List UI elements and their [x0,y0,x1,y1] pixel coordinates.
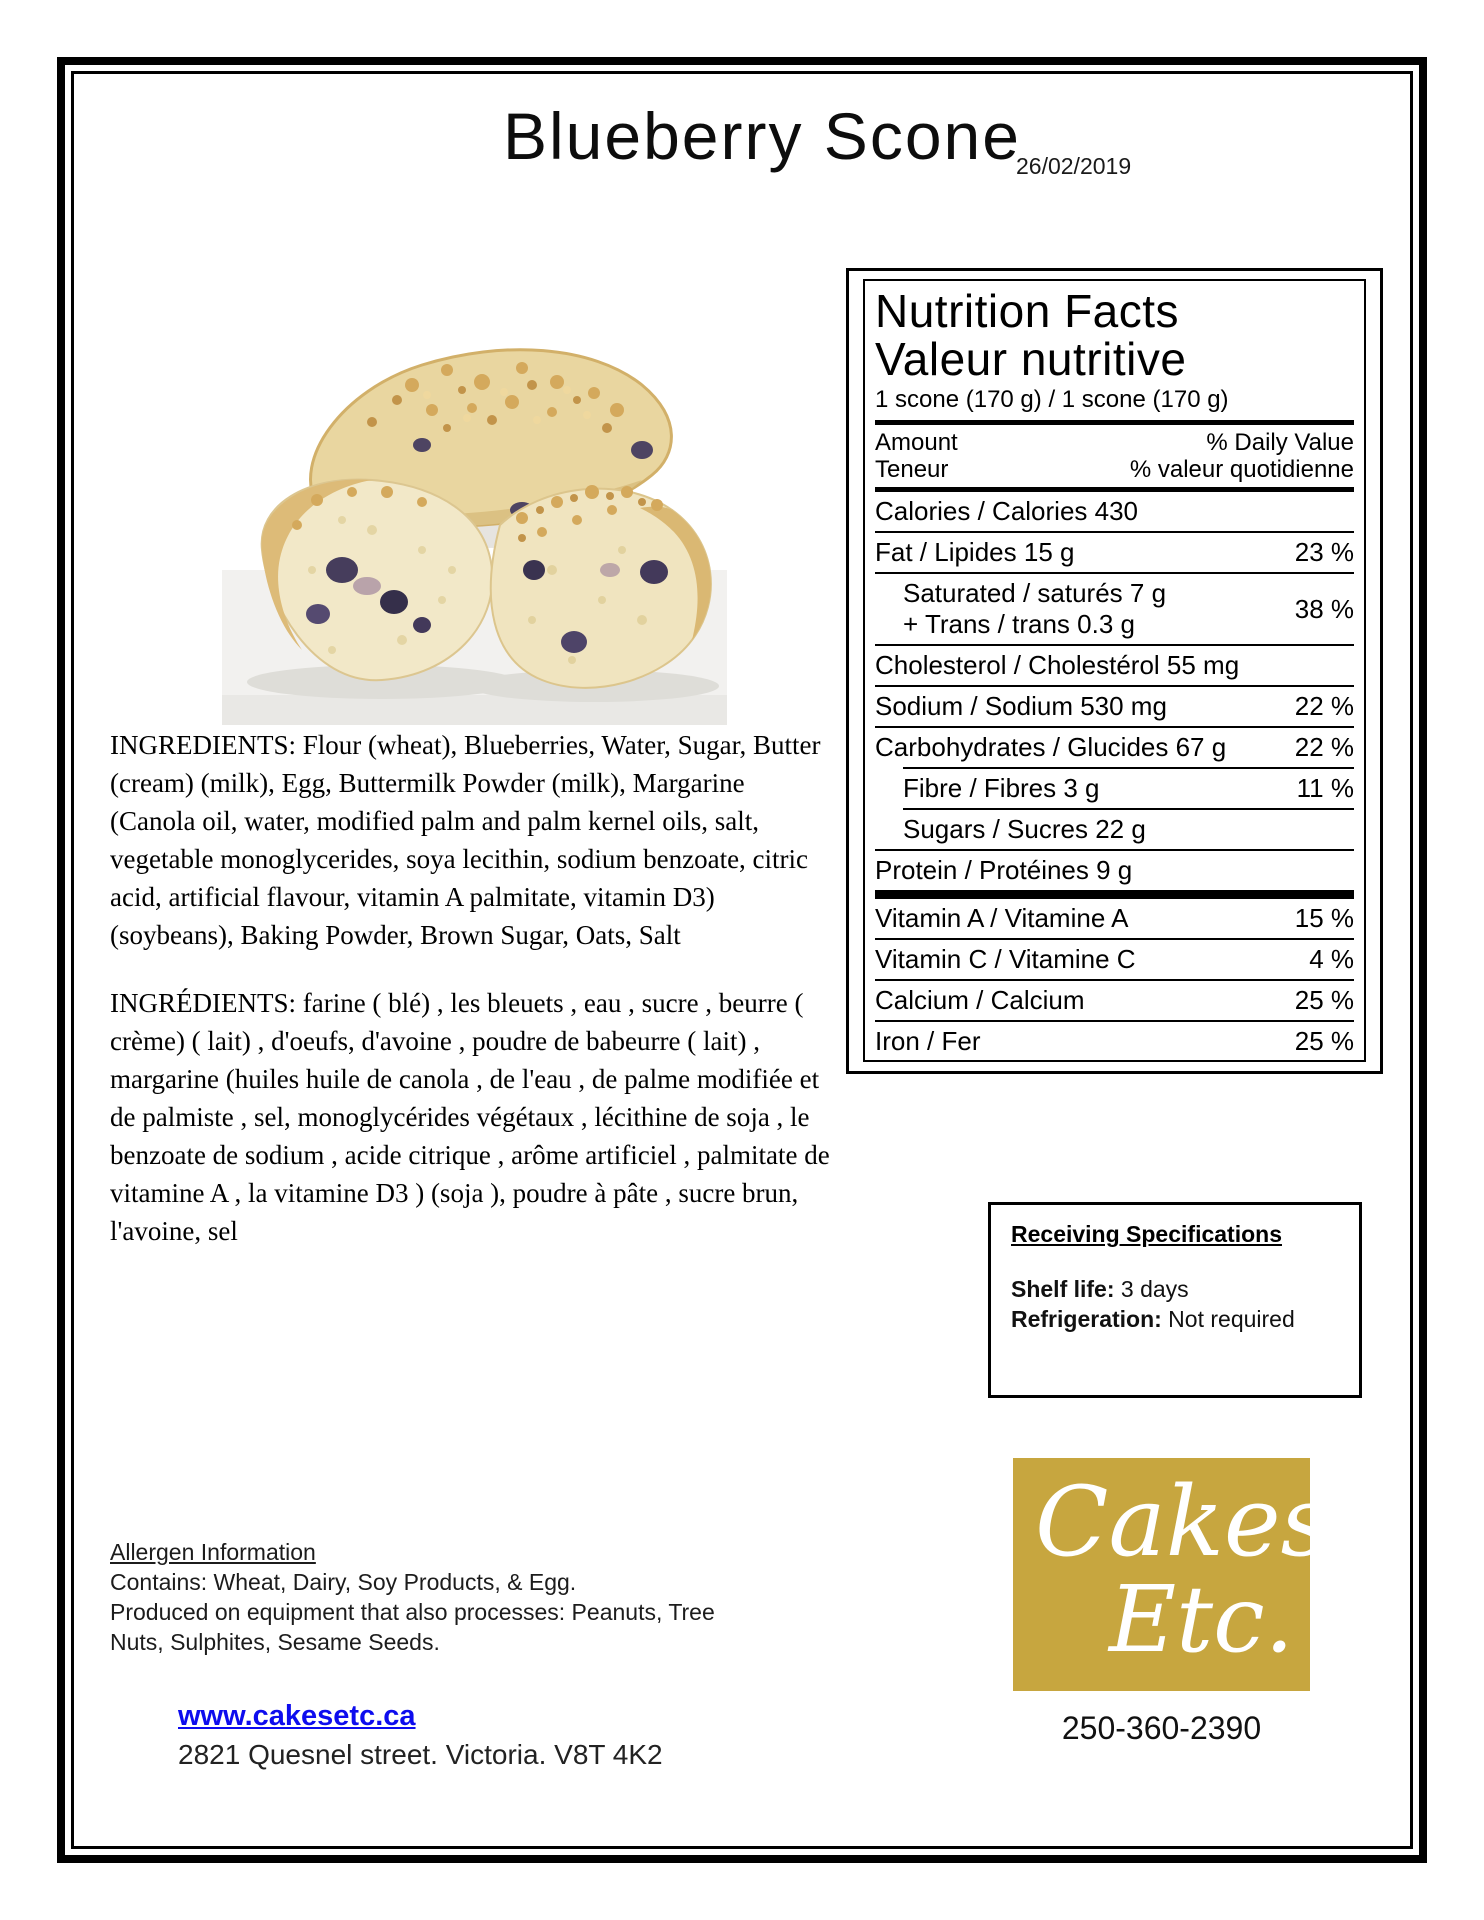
nutrition-header-row [875,425,1354,487]
allergen-contains: Contains: Wheat, Dairy, Soy Products, & Egg. [110,1569,577,1595]
logo-text-cakes: Cakes [1035,1466,1330,1578]
receiving-title: Receiving Specifications [1011,1221,1282,1247]
nutrition-row: Vitamin C / Vitamine C 4 % [875,944,1354,974]
nutrition-title-fr: Valeur nutritive [875,333,1187,385]
amount-label-fr: Teneur [875,456,949,483]
daily-value-label-fr: % valeur quotidienne [1129,456,1354,483]
nutrition-row: Calories / Calories 430 [875,496,1139,526]
nutrition-title-en: Nutrition Facts [875,285,1180,337]
logo-box [1013,1458,1330,1691]
nutrition-row: Cholesterol / Cholestérol 55 mg [875,650,1240,680]
nutrition-row: Calcium / Calcium 25 % [875,985,1354,1015]
nutrition-facts-panel [846,268,1383,1074]
logo-text-etc: Etc. [1109,1566,1294,1673]
amount-label-en: Amount [875,429,958,456]
nutrition-row: Saturated / saturés 7 g + Trans / trans 0.3 g 38 % [903,578,1354,639]
nutrition-row: Vitamin A / Vitamine A 15 % [875,903,1354,933]
nutrition-row: Sodium / Sodium 530 mg 22 % [875,691,1354,721]
allergen-info [110,1537,738,1657]
page-title: Blueberry Scone [503,99,1021,173]
nutrition-row: Carbohydrates / Glucides 67 g 22 % [875,732,1354,762]
shelf-life-label: Shelf life: [1011,1276,1115,1302]
nutrition-row: Iron / Fer 25 % [875,1026,1354,1056]
nutrition-row: Fat / Lipides 15 g 23 % [875,537,1354,567]
website-link[interactable]: www.cakesetc.ca [178,1700,416,1732]
refrigeration-label: Refrigeration: [1011,1306,1162,1332]
allergen-title: Allergen Information [110,1539,316,1565]
nutrition-rows [875,492,1354,1061]
address-text: 2821 Quesnel street. Victoria. V8T 4K2 [178,1739,663,1770]
page-date: 26/02/2019 [1016,153,1132,179]
shelf-life-line [1011,1274,1339,1304]
divider [875,890,1354,899]
nutrition-facts-label [863,279,1366,1062]
phone-number: 250-360-2390 [1061,1710,1262,1746]
allergen-produced: Produced on equipment that also processes: Peanuts, Tree Nuts, Sulphites, Sesame Seeds. [110,1599,715,1655]
nutrition-row: Fibre / Fibres 3 g 11 % [903,773,1354,803]
scone-photo [222,270,727,725]
receiving-specifications-box [988,1202,1362,1398]
nutrition-serving-size: 1 scone (170 g) / 1 scone (170 g) [875,386,1229,413]
nutrition-row: Sugars / Sucres 22 g [903,814,1146,844]
ingredients-paragraph-fr: INGRÉDIENTS: farine ( blé) , les bleuets , eau , sucre , beurre ( crème) ( lait) , d'oeufs, d'avoine , poudre de babeurre ( lait) , margarine (huiles huile de canola , de l'eau , de palme modifiée et de palmiste , sel, monoglycérides végétaux , lécithine de soja , le benzoate de sodium , acide citrique , arôme artificiel , palmitate de vitamine A , la vitamine D3 ) (soja ), poudre à pâte , sucre brun, l'avoine, sel [110,988,830,1246]
refrigeration-line [1011,1304,1339,1334]
shelf-life-value: 3 days [1114,1276,1189,1302]
nutrition-row: Protein / Protéines 9 g [875,855,1133,885]
ingredients-paragraph-en: INGREDIENTS: Flour (wheat), Blueberries, Water, Sugar, Butter (cream) (milk), Egg, Buttermilk Powder (milk), Margarine (Canola oil, water, modified palm and palm kernel oils, salt, vegetable monoglycerides, soya lecithin, sodium benzoate, citric acid, artificial flavour, vitamin A palmitate, vitamin D3) (soybeans), Baking Powder, Brown Sugar, Oats, Salt [110,730,821,950]
refrigeration-value: Not required [1161,1306,1295,1332]
daily-value-label-en: % Daily Value [1206,429,1354,456]
